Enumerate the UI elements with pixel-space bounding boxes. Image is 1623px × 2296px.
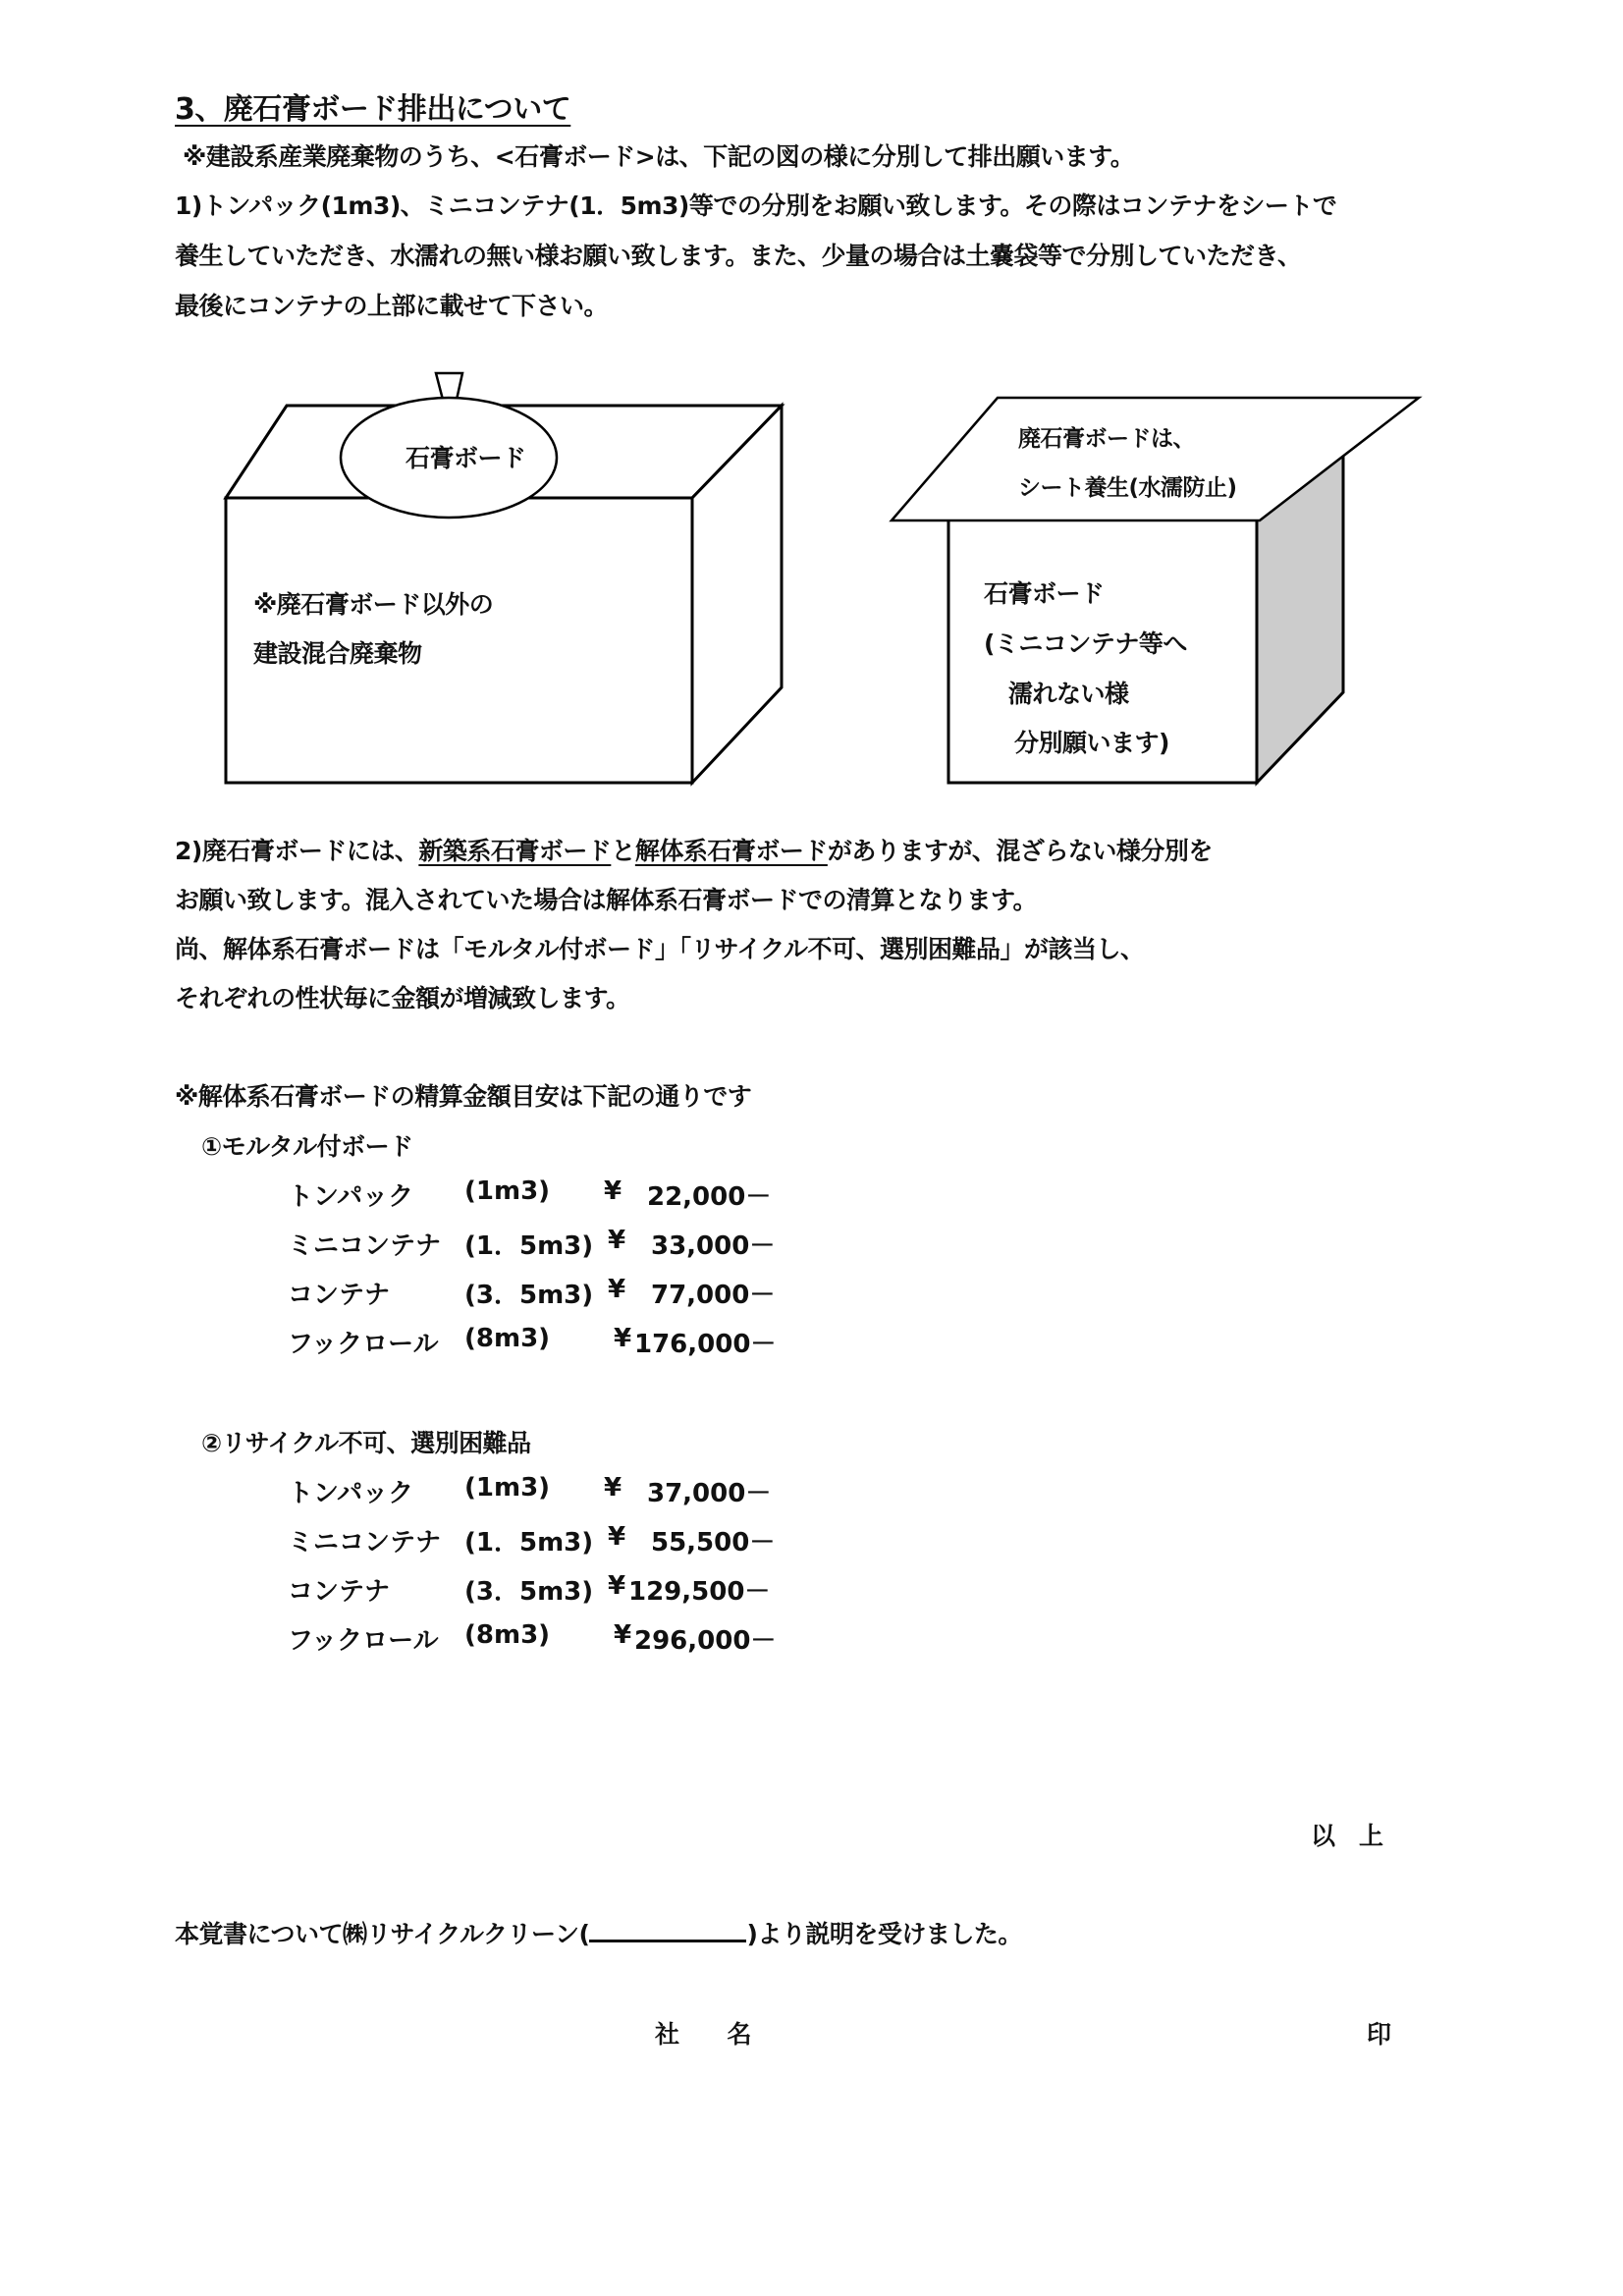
container-volume: (8m3) xyxy=(464,1324,551,1353)
yen-sign: ¥ xyxy=(608,1522,626,1552)
container-type: フックロール xyxy=(288,1626,439,1656)
gypsum-box-label-1: 石膏ボード xyxy=(984,579,1105,608)
container-volume: (1．5m3) xyxy=(464,1528,594,1558)
container-volume: (1m3) xyxy=(464,1473,551,1503)
pricing-heading: ※解体系石膏ボードの精算金額目安は下記の通りです xyxy=(175,1082,752,1111)
container-volume: (8m3) xyxy=(464,1620,551,1650)
price-value: 176,000－ xyxy=(634,1330,777,1359)
container-volume: (1m3) xyxy=(464,1176,551,1206)
container-type: コンテナ xyxy=(288,1281,391,1310)
yen-sign: ¥ xyxy=(604,1473,622,1503)
ack-text-post: )より説明を受けました。 xyxy=(746,1920,1022,1948)
price-value: 55,500－ xyxy=(651,1528,776,1558)
price-value: 22,000－ xyxy=(647,1182,772,1212)
acknowledgement-line xyxy=(175,1915,1022,1950)
container-type: トンパック xyxy=(288,1182,414,1212)
para1-line-2: 養生していただき、水濡れの無い様お願い致します。また、少量の場合は土嚢袋等で分別していただき、 xyxy=(175,242,1302,270)
section-title: 3、廃石膏ボード排出について xyxy=(175,92,571,127)
price-value: 37,000－ xyxy=(647,1479,772,1508)
container-volume: (3．5m3) xyxy=(464,1577,594,1607)
ack-text-pre: 本覚書について㈱リサイクルクリーン( xyxy=(175,1920,590,1948)
yen-sign: ¥ xyxy=(608,1275,626,1304)
para2-line-2: お願い致します。混入されていた場合は解体系石膏ボードでの清算となります。 xyxy=(175,886,1038,914)
price-value: 129,500－ xyxy=(628,1577,771,1607)
yen-sign: ¥ xyxy=(614,1620,632,1650)
para1-line-3: 最後にコンテナの上部に載せて下さい。 xyxy=(175,292,609,320)
container-type: コンテナ xyxy=(288,1577,391,1607)
container-type: ミニコンテナ xyxy=(288,1231,442,1261)
end-mark: 以 上 xyxy=(1311,1822,1383,1850)
price-value: 33,000－ xyxy=(651,1231,776,1261)
container-type: フックロール xyxy=(288,1330,439,1359)
para2-line-3: 尚、解体系石膏ボードは「モルタル付ボード」「リサイクル不可、選別困難品」が該当し、 xyxy=(175,935,1145,963)
container-volume: (3．5m3) xyxy=(464,1281,594,1310)
para2-line1-pre: 2)廃石膏ボードには、 xyxy=(175,837,419,865)
para2-line1-post: がありますが、混ざらない様分別を xyxy=(827,837,1213,865)
group-label-mortar: ①モルタル付ボード xyxy=(201,1132,413,1161)
container-volume: (1．5m3) xyxy=(464,1231,594,1261)
gypsum-box-label-3: 濡れない様 xyxy=(1008,680,1129,708)
separation-diagram xyxy=(0,0,1623,815)
sheet-label-2: シート養生(水濡防止) xyxy=(1018,475,1237,501)
para2-line-1 xyxy=(175,832,1213,867)
bag-label: 石膏ボード xyxy=(406,444,526,472)
yen-sign: ¥ xyxy=(614,1324,632,1353)
yen-sign: ¥ xyxy=(604,1176,622,1206)
container-type: ミニコンテナ xyxy=(288,1528,442,1558)
price-value: 77,000－ xyxy=(651,1281,776,1310)
company-name-label: 社 名 xyxy=(655,2020,752,2049)
intro-note: ※建設系産業廃棄物のうち、<石膏ボード>は、下記の図の様に分別して排出願います。 xyxy=(183,142,1135,171)
gypsum-box-label-2: (ミニコンテナ等へ xyxy=(984,629,1187,658)
staff-name-field[interactable] xyxy=(589,1916,746,1942)
yen-sign: ¥ xyxy=(608,1226,626,1255)
mixed-waste-label-2: 建設混合廃棄物 xyxy=(253,639,422,668)
container-type: トンパック xyxy=(288,1479,414,1508)
bag-knot xyxy=(436,373,462,400)
para2-line1-mid: と xyxy=(611,837,635,865)
new-build-board-term: 新築系石膏ボード xyxy=(418,837,612,865)
gypsum-box-label-4: 分別願います) xyxy=(1014,729,1169,757)
seal-label: 印 xyxy=(1367,2020,1391,2049)
sheet-label-1: 廃石膏ボードは、 xyxy=(1018,426,1195,452)
mixed-waste-label-1: ※廃石膏ボード以外の xyxy=(253,590,494,619)
para1-line-1: 1)トンパック(1m3)、ミニコンテナ(1．5m3)等での分別をお願い致します。その際はコンテナをシートで xyxy=(175,191,1337,220)
yen-sign: ¥ xyxy=(608,1571,626,1601)
price-value: 296,000－ xyxy=(634,1626,777,1656)
group-label-non-recyclable: ②リサイクル不可、選別困難品 xyxy=(201,1429,531,1457)
demolition-board-term: 解体系石膏ボード xyxy=(634,837,828,865)
para2-line-4: それぞれの性状毎に金額が増減致します。 xyxy=(175,984,630,1012)
